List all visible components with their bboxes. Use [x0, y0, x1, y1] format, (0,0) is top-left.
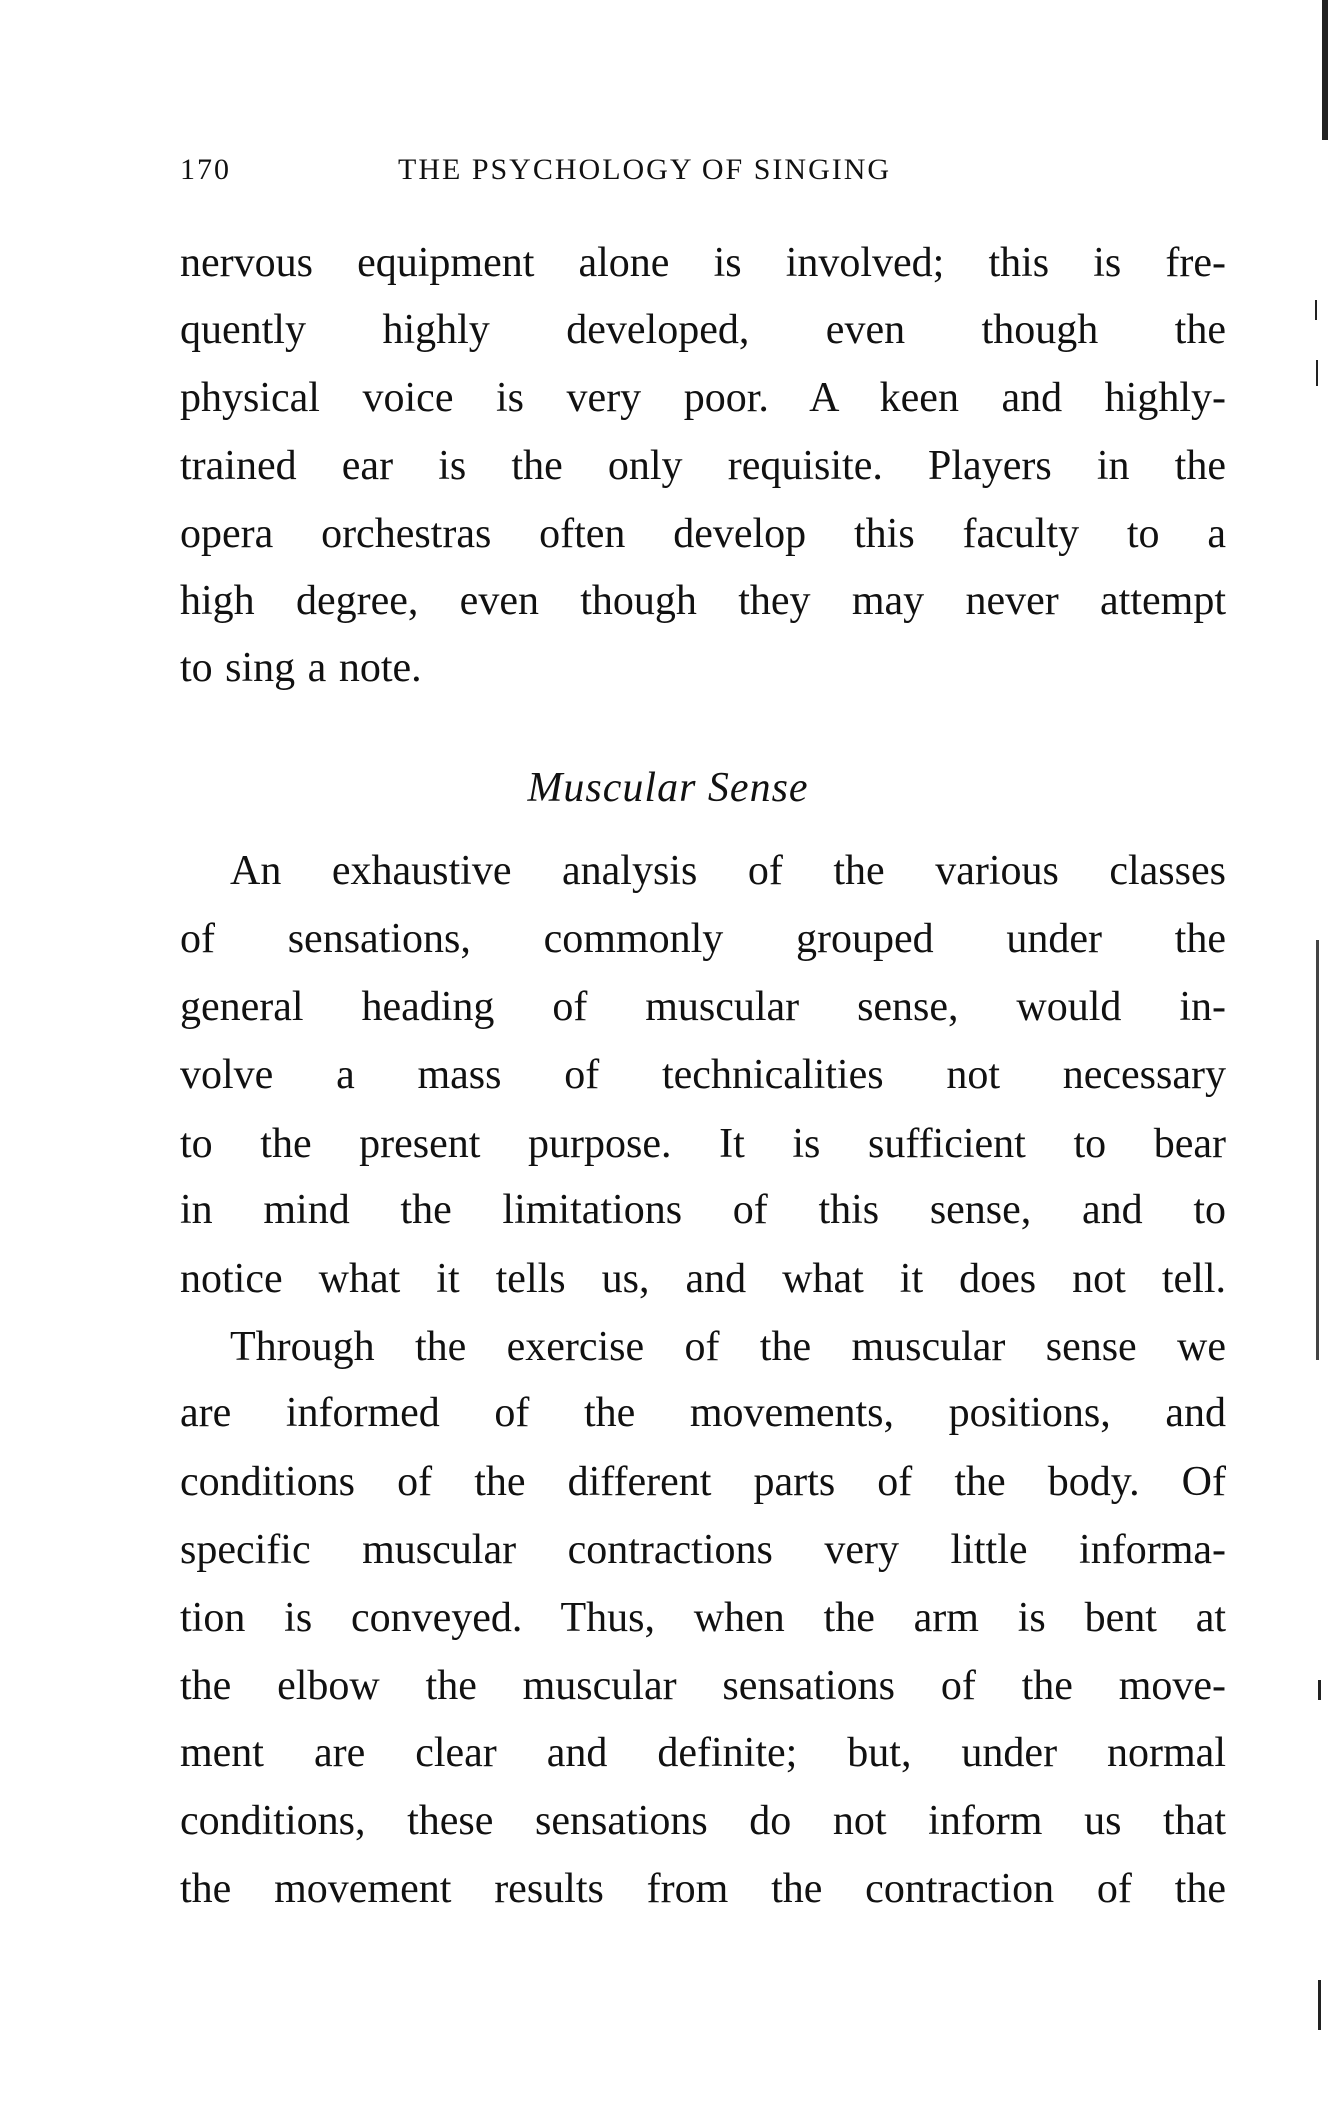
page-number: 170: [180, 153, 231, 186]
text-line: high degree, even though they may never attempt: [180, 578, 1226, 624]
section-heading: Muscular Sense: [527, 765, 809, 811]
text-line: in mind the limitations of this sense, and to: [180, 1187, 1226, 1233]
text-line: are informed of the movements, positions, and: [180, 1390, 1226, 1436]
text-line: An exhaustive analysis of the various classes: [230, 848, 1226, 894]
scan-edge-mark: [1322, 0, 1328, 140]
text-line: ment are clear and definite; but, under normal: [180, 1730, 1226, 1776]
scan-edge-mark: [1318, 1980, 1321, 2030]
text-line: nervous equipment alone is involved; this is fre-: [180, 240, 1226, 286]
text-line: tion is conveyed. Thus, when the arm is bent at: [180, 1595, 1226, 1641]
text-line: the elbow the muscular sensations of the move-: [180, 1663, 1226, 1709]
scan-edge-mark: [1318, 1680, 1321, 1700]
text-line: the movement results from the contraction of the: [180, 1866, 1226, 1912]
text-line: trained ear is the only requisite. Players in the: [180, 443, 1226, 489]
text-line: opera orchestras often develop this faculty to a: [180, 511, 1226, 557]
text-line: quently highly developed, even though the: [180, 307, 1226, 353]
text-line: specific muscular contractions very little informa-: [180, 1527, 1226, 1573]
text-line: physical voice is very poor. A keen and highly-: [180, 375, 1226, 421]
text-line: of sensations, commonly grouped under the: [180, 916, 1226, 962]
text-line: Through the exercise of the muscular sense we: [230, 1324, 1226, 1370]
text-line: volve a mass of technicalities not necessary: [180, 1052, 1226, 1098]
text-line: to the present purpose. It is sufficient to bear: [180, 1121, 1226, 1167]
text-line: conditions of the different parts of the body. Of: [180, 1459, 1226, 1505]
scan-edge-mark: [1315, 300, 1317, 320]
text-line: to sing a note.: [180, 645, 422, 691]
scan-edge-mark: [1316, 940, 1319, 1360]
text-line: conditions, these sensations do not inform us that: [180, 1798, 1226, 1844]
text-line: notice what it tells us, and what it does not tell.: [180, 1256, 1226, 1302]
text-line: general heading of muscular sense, would in-: [180, 984, 1226, 1030]
running-title: THE PSYCHOLOGY OF SINGING: [398, 153, 892, 186]
scan-edge-mark: [1316, 360, 1318, 386]
